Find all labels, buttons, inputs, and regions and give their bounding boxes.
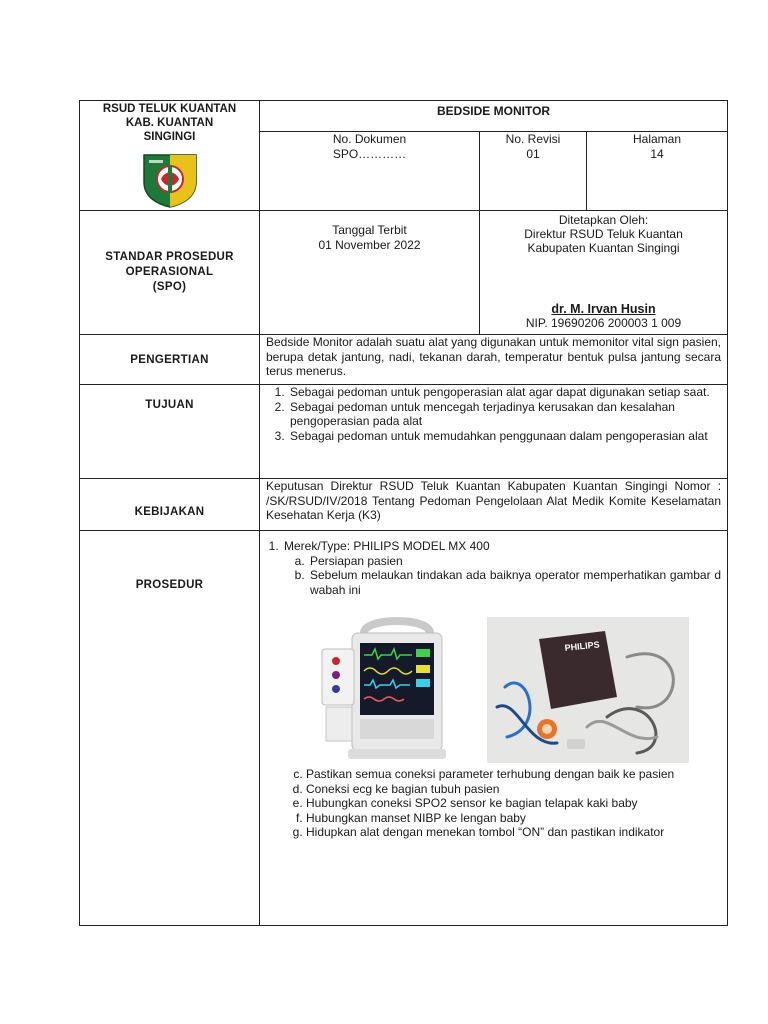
monitor-accessories-image bbox=[487, 617, 689, 763]
equipment-images bbox=[260, 597, 727, 767]
spo-label-line-1: STANDAR PROSEDUR bbox=[105, 251, 234, 263]
pengertian-text: Bedside Monitor adalah suatu alat yang digunakan untuk memonitor vital sign pasien, berupa detak jantung, nadi, tekanan darah, temperatur bentuk pulsa jantung secara terus menerus. bbox=[266, 335, 722, 378]
set-by-line-3: Kabupaten Kuantan Singingi bbox=[527, 241, 680, 255]
issue-date-cell bbox=[260, 211, 480, 335]
spo-label-line-2: OPERASIONAL bbox=[125, 266, 214, 278]
pengertian-label-cell bbox=[80, 335, 260, 385]
prosedur-sub-item: e. Hubungkan coneksi SPO2 sensor ke bagian telapak kaki baby bbox=[306, 796, 721, 811]
signer-nip: NIP. 19690206 200003 1 009 bbox=[525, 316, 682, 330]
hospital-logo bbox=[141, 152, 199, 208]
hospital-line-1: RSUD TELUK KUANTAN bbox=[102, 103, 237, 115]
doc-number-value: SPO………… bbox=[332, 147, 407, 161]
page-value: 14 bbox=[650, 147, 664, 161]
prosedur-sub-item: c. Pastikan semua coneksi parameter terhubung dengan baik ke pasien bbox=[306, 767, 721, 782]
prosedur-sub-item: f. Hubungkan manset NIBP ke lengan baby bbox=[306, 811, 721, 826]
tujuan-item: 3. Sebagai pedoman untuk memudahkan penggunaan dalam pengoperasian alat bbox=[288, 429, 721, 444]
set-by-block bbox=[480, 211, 727, 255]
issue-date-label: Tanggal Terbit bbox=[332, 223, 407, 237]
prosedur-step-1: Merek/Type: PHILIPS MODEL MX 400 bbox=[284, 539, 490, 553]
kebijakan-text: Keputusan Direktur RSUD Teluk Kuantan Kabupaten Kuantan Singingi Nomor : /SK/RSUD/IV/2018 Tentang Pedoman Pengelolaan Alat Medik Komite Keselamatan Kesehatan Kerja (K3) bbox=[266, 479, 722, 522]
spo-label-cell bbox=[80, 211, 260, 335]
hospital-name bbox=[80, 101, 259, 144]
prosedur-sub-item: d. Coneksi ecg ke bagian tubuh pasien bbox=[306, 782, 721, 797]
kebijakan-label: KEBIJAKAN bbox=[134, 506, 205, 518]
tujuan-list-cell bbox=[260, 385, 728, 479]
issue-date-value: 01 November 2022 bbox=[318, 238, 421, 252]
page-cell bbox=[587, 132, 728, 211]
prosedur-sub-item: g. Hidupkan alat dengan menekan tombol “ON” dan pastikan indikator bbox=[306, 825, 721, 840]
spo-label-line-3: (SPO) bbox=[152, 281, 187, 293]
pengertian-label: PENGERTIAN bbox=[130, 353, 209, 366]
prosedur-label: PROSEDUR bbox=[135, 579, 204, 591]
prosedur-sub-list-continued bbox=[260, 767, 727, 840]
title-cell bbox=[260, 101, 728, 132]
page-label: Halaman bbox=[633, 132, 682, 146]
spo-label bbox=[80, 250, 259, 295]
prosedur-sub-item: a. Persiapan pasien bbox=[308, 554, 721, 569]
hospital-line-3: SINGINGI bbox=[143, 131, 196, 143]
prosedur-sub-list bbox=[284, 554, 721, 598]
revision-label: No. Revisi bbox=[505, 132, 561, 146]
tujuan-label-cell bbox=[80, 385, 260, 479]
spo-table bbox=[79, 100, 728, 926]
doc-number-label: No. Dokumen bbox=[332, 132, 407, 146]
kebijakan-label-cell bbox=[80, 479, 260, 531]
revision-value: 01 bbox=[526, 147, 540, 161]
hospital-cell bbox=[80, 101, 260, 211]
prosedur-label-cell bbox=[80, 531, 260, 926]
doc-number-cell bbox=[260, 132, 480, 211]
prosedur-content-cell bbox=[260, 531, 728, 926]
prosedur-list bbox=[260, 539, 727, 597]
set-by-line-1: Ditetapkan Oleh: bbox=[558, 213, 649, 227]
set-by-line-2: Direktur RSUD Teluk Kuantan bbox=[524, 227, 683, 241]
spo-document bbox=[79, 100, 727, 929]
photo-brand-label: PHILIPS bbox=[564, 639, 601, 653]
revision-cell bbox=[480, 132, 587, 211]
patient-monitor-image bbox=[312, 615, 462, 765]
tujuan-list bbox=[260, 385, 727, 443]
tujuan-item: 1. Sebagai pedoman untuk pengoperasian alat agar dapat digunakan setiap saat. bbox=[288, 385, 721, 400]
hospital-line-2: KAB. KUANTAN bbox=[125, 117, 214, 129]
kebijakan-text-cell bbox=[260, 479, 728, 531]
signer-name: dr. M. Irvan Husin bbox=[551, 302, 656, 316]
prosedur-step bbox=[282, 539, 721, 597]
document-title: BEDSIDE MONITOR bbox=[436, 104, 551, 118]
pengertian-text-cell bbox=[260, 335, 728, 385]
signature-cell bbox=[480, 211, 728, 335]
tujuan-label: TUJUAN bbox=[145, 399, 194, 411]
prosedur-sub-item: b. Sebelum melaukan tindakan ada baiknya operator memperhatikan gambar d wabah ini bbox=[308, 568, 721, 597]
tujuan-item: 2. Sebagai pedoman untuk mencegah terjadinya kerusakan dan kesalahan pengoperasian pada alat bbox=[288, 400, 721, 429]
